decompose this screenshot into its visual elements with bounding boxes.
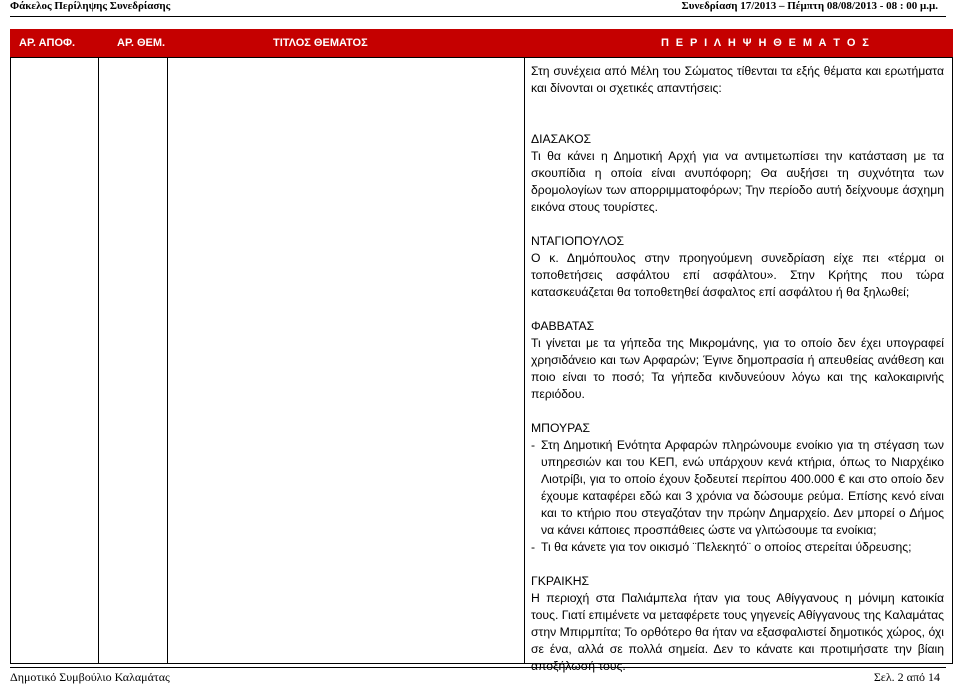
- column-header-decision-no: ΑΡ. ΑΠΟΦ.: [19, 37, 76, 49]
- column-divider: [98, 58, 99, 663]
- table-header: [10, 29, 953, 57]
- speaker-name: ΜΠΟΥΡΑΣ: [531, 421, 591, 435]
- summary-cell: [531, 63, 944, 675]
- document-header: [0, 0, 960, 14]
- column-header-topic-no: ΑΡ. ΘΕΜ.: [117, 37, 166, 49]
- speaker-question: Η περιοχή στα Παλιάμπελα ήταν για τους Αθίγγανους η μόνιμη κατοικία τους. Γιατί επιμένετε να μεταφέρετε τους γηγενείς Αθίγγανους της Καλαμάτας στην Μπιρμπίτα; Το ορθότερο θα ήταν να εξασφαλιστεί δημοτικός χώρος, όχι σε ένα, αλλά σε πολλά σημεία. Δεν το κάνατε και προτιμήσατε την βίαιη αποξήλωσή τους.: [531, 591, 944, 673]
- list-dash: -: [531, 438, 536, 452]
- speaker-question: Τι θα κάνει η Δημοτική Αρχή για να αντιμετωπίσει την κατάσταση με τα σκουπίδια η οποία είναι ανυπόφορη; Θα αυξήσει τη συχνότητα των δρομολογίων των απορριμματοφόρων; Την περίοδο αυτή δείχνουμε άσχημη εικόνα στους τουρίστες.: [531, 149, 944, 214]
- speaker-question: Ο κ. Δημόπουλος στην προηγούμενη συνεδρίαση είχε πει «τέρμα οι τοποθετήσεις ασφάλτου επί ασφάλτου». Στην Κρήτης που τώρα κατασκευάζεται θα τοποθετηθεί άσφαλτος επί ασφάλτου ή θα ξηλωθεί;: [531, 251, 944, 299]
- footer-divider: [10, 667, 946, 668]
- header-title: Φάκελος Περίληψης Συνεδρίασης: [10, 0, 171, 12]
- column-header-summary: Π Ε Ρ Ι Λ Η Ψ Η Θ Ε Μ Α Τ Ο Σ: [661, 37, 871, 49]
- column-divider: [524, 58, 525, 663]
- column-divider: [167, 58, 168, 663]
- speaker-question: Τι θα κάνετε για τον οικισμό ¨Πελεκητό¨ ο οποίος στερείται ύδρευσης;: [541, 540, 912, 554]
- speaker-name: ΓΚΡΑΙΚΗΣ: [531, 574, 590, 588]
- header-divider: [10, 16, 946, 17]
- list-item: [531, 539, 944, 556]
- list-dash: -: [531, 540, 536, 554]
- column-header-topic-title: ΤΙΤΛΟΣ ΘΕΜΑΤΟΣ: [273, 37, 368, 49]
- speaker-name: ΦΑΒΒΑΤΑΣ: [531, 319, 595, 333]
- speaker-question: Στη Δημοτική Ενότητα Αρφαρών πληρώνουμε ενοίκιο για τη στέγαση των υπηρεσιών και του ΚΕΠ, ενώ υπάρχουν κενά κτήρια, όπως το Νιαρχέικο Λιοτρίβι, για το οποίο έχουν ξοδευτεί περίπου 400.000 € και στο οποίο δεν έχουμε καταφέρει εδώ και 3 χρόνια να δώσουμε ρεύμα. Επίσης κενό είναι και το κτήριο που στεγαζόταν την πρώην Δημαρχείο. Δεν μπορεί ο Δήμος να κάνει κάποιες προσπάθειες ώστε να γλιτώσουμε τα ενοίκια;: [541, 438, 944, 537]
- speaker-name: ΔΙΑΣΑΚΟΣ: [531, 132, 592, 146]
- page-number: Σελ. 2 από 14: [873, 670, 940, 684]
- footer-council-name: Δημοτικό Συμβούλιο Καλαμάτας: [10, 670, 170, 684]
- header-session-info: Συνεδρίαση 17/2013 – Πέμπτη 08/08/2013 - 08 : 00 μ.μ.: [681, 0, 938, 12]
- summary-intro: Στη συνέχεια από Μέλη του Σώματος τίθενται τα εξής θέματα και ερωτήματα και δίνονται οι σχετικές απαντήσεις:: [531, 64, 944, 95]
- list-item: [531, 437, 944, 539]
- speaker-question: Τι γίνεται με τα γήπεδα της Μικρομάνης, για το οποίο δεν έχει υπογραφεί χρησιδάνειο και των Αρφαρών; Έγινε δημοπρασία ή απευθείας ανάθεση και ποιο είναι το ποσό; Τα γήπεδα κινδυνεύουν λόγω και της καλοκαιρινής περιόδου.: [531, 336, 944, 401]
- speaker-name: ΝΤΑΓΙΟΠΟΥΛΟΣ: [531, 234, 625, 248]
